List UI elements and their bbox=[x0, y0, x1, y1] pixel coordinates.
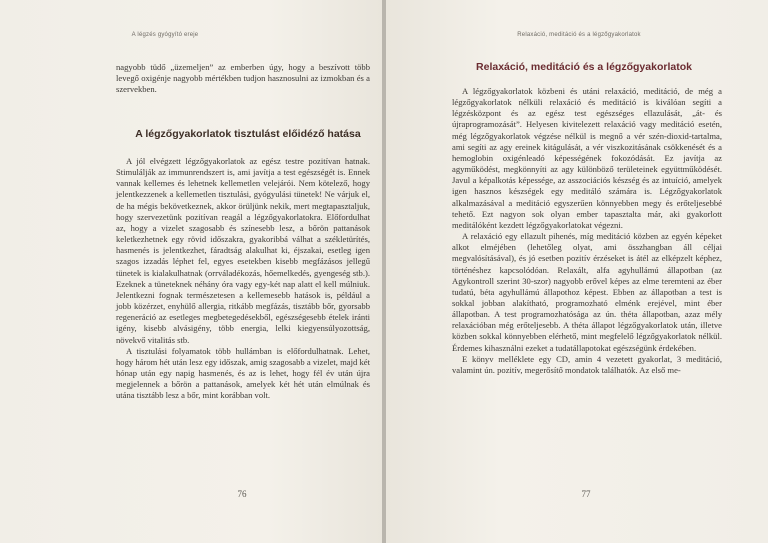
paragraph-text: A tisztulási folyamatok több hullámban is előfordulhatnak. Lehet, hogy három hét után lesz egy időszak, amig szagosabb a vizelet, majd két hónap után egy napig hasmenés, és az is lehet, hogy fél év után újra megjelennek a bőrön a pattanások, amelyek két hét után elmúlnak és utána tisztább lesz a bőr, mint korábban volt. bbox=[116, 345, 370, 401]
page-number: 76 bbox=[237, 489, 247, 499]
section-title: Relaxáció, meditáció és a légzőgyakorlatok bbox=[476, 61, 692, 73]
opening-paragraph bbox=[116, 62, 370, 95]
paragraph-text: A relaxáció egy ellazult pihenés, míg meditáció közben az egyén képeket alkot elméjében (lehetőleg olyat, ami összhangban áll céljai megvalósításával), és jó esetben pozitív érzéseket is átél az elképzelt képhez, történéshez kapcsolódóan. Relaxált, alfa agyhullámú állapotban (az Agykontroll szerint 30-szor) nagyobb erővel képes az elme teremteni az éber tudatú, béta agyhullámú állapothoz képest. Ebben az állapotban a test is sokkal jobban alakítható, programozható elménk erejével, mint éber állapotban. A test programozhatósága az ún. théta állapotban, azaz mély relaxációban még erőteljesebb. A théta állapot légzőgyakorlatok után, illetve közben sokkal könnyebben elérhető, mint megfelelő légzőgyakorlatok nélkül. Érdemes kihasználni ezeket a tudatállapotokat egészségünk érdekében. bbox=[452, 231, 722, 353]
page-number: 77 bbox=[581, 489, 591, 499]
paragraph-text: E könyv melléklete egy CD, amin 4 vezetett gyakorlat, 3 meditáció, valamint ún. pozitív, megerősítő mondatok találhatók. Az első me- bbox=[452, 353, 722, 375]
running-head: A légzés gyógyító ereje bbox=[131, 32, 199, 38]
paragraph-text: A légzőgyakorlatok közbeni és utáni relaxáció, meditáció, de még a légzőgyakorlatok nélküli relaxáció és meditáció is kiválóan segíti a légzésközpont és az egész test egészséges ellazulását, „át- és újraprogramozását”. Helyesen kivitelezett relaxáció vagy meditáció esetén, még légzőgyakorlatok végzése nélkül is megnő a vér szén-dioxid-tartalma, ami segíti az agy ereinek kitágulását, a vér viszkozitásának csökkenését és a hemoglobin oxigénleadó képességének fokozódását. Ez javítja az agyműködést, megkönnyíti az agy különböző területeinek együttműködését. Javul a képalkotás képessége, az asszociációs készség és az intuíció, amelyek igen hasznos készségek egy meditáló számára is. Légzőgyakorlatok alkalmazásával a meditáció egyszerűen könnyebben megy és erőteljesebbé tehető. Ezt nagyon sok olyan ember tapasztalta már, aki gyakorlott meditálóként kezdett légzőgyakorlatokat végezni. bbox=[452, 86, 722, 230]
right-page bbox=[386, 0, 768, 543]
body-text bbox=[116, 156, 370, 401]
body-text bbox=[452, 86, 722, 376]
paragraph-text: A jól elvégzett légzőgyakorlatok az egész testre pozitívan hatnak. Stimulálják az immunrendszert is, ami javítja a test egészségét is. Ennek vannak kellemes és lehetnek kellemetlen velejárói. Nem kötelező, hogy jelentkezzenek a kellemetlen tisztulási, gyógyulási tünetek! Ne várjuk el, de ha mégis bekövetkeznek, akkor örüljünk nekik, mert megtapasztaljuk, hogy szervezetünk pozitívan reagál a légzőgyakorlatokra. Előfordulhat az, hogy a vizelet szagosabb és színesebb lesz, a bőrön pattanások keletkezhetnek egy rövid időszakra, gyakoribbá válhat a székletürítés, hasmenés is jelentkezhet, fáradtság alakulhat ki, éjszakai, esetleg igen szagos izzadás léphet fel, egyes esetekben kisebb megfázásos jellegű tünetek is kialakulhatnak (orrváladékozás, hőemelkedés, gyengeség stb.). Ezeknek a tüneteknek néhány óra vagy egy-két nap alatt el kell múlniuk. Jelentkezni fognak természetesen a kellemesebb hatások is, például a jobb közérzet, enyhülő allergia, ritkább megfázás, tisztább bőr, gyorsabb regeneráció az esetleges megbetegedésekből, egészségesebb ételek iránti igény, kisebb alvásigény, több energia, lelki kiegyensúlyozottság, növekvő vitalitás stb. bbox=[116, 156, 370, 345]
left-page bbox=[0, 0, 382, 543]
section-title: A légzőgyakorlatok tisztulást előidéző hatása bbox=[135, 128, 361, 140]
running-head: Relaxáció, meditáció és a légzőgyakorlatok bbox=[517, 32, 641, 38]
paragraph-text: nagyobb tüdő „üzemeljen” az emberben úgy, hogy a beszívott több levegő oxigénje nagyobb mértékben tudjon hasznosulni az izmokban és a szervekben. bbox=[116, 62, 370, 95]
